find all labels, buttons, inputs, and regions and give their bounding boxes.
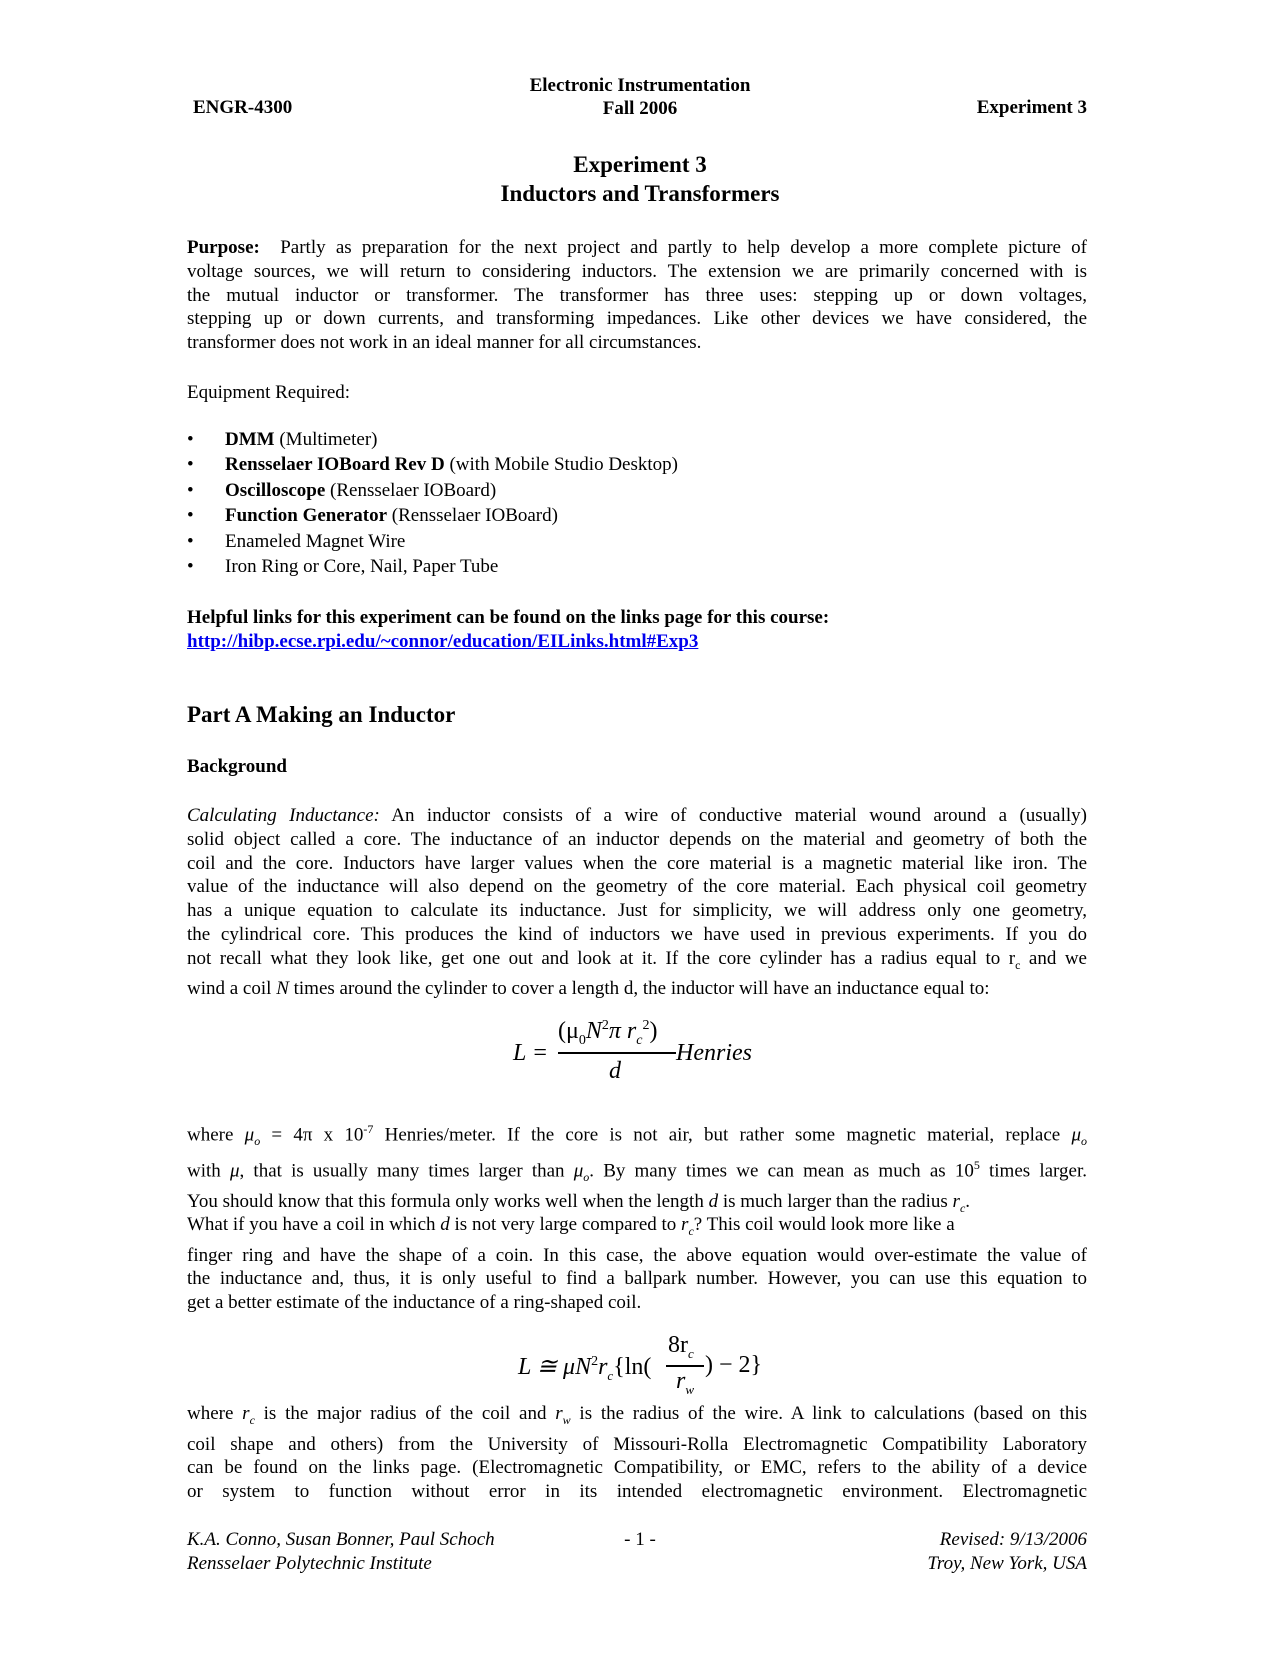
list-item: • Oscilloscope (Rensselaer IOBoard) — [187, 479, 497, 501]
list-item: • Function Generator (Rensselaer IOBoard) — [187, 505, 558, 527]
header-term: Fall 2006 — [602, 98, 678, 119]
permeability-paragraph: where $\mu_o = 4\pi$ x $10^{-7}$ Henries/meter. If the core is not air, but rather some magnetic material, replace $\mu_o$ with μ, that is usually many times larger than $\mu_o$. By many times we can mean as much as $10^5$ times larger. You should know that this formula only works well when the length d is much larger than the radius $r_c$. — [187, 1122, 1087, 1215]
fraction-bar — [666, 1365, 704, 1367]
page-title: Experiment 3 — [573, 152, 707, 177]
ring-coil-paragraph: What if you have a coil in which d is not very large compared to $r_c$? This coil would look more like a finger ring and have the shape of a coin. In this case, the above equation would over-estimate the value of the inductance and, thus, it is only useful to find a ballpark number. However, you can use this equation to get a better estimate of the inductance of a ring-shaped coil. — [187, 1214, 1087, 1314]
footer-right — [927, 1528, 1087, 1576]
purpose-label: Purpose: — [187, 237, 260, 258]
list-item: • Iron Ring or Core, Nail, Paper Tube — [187, 555, 499, 577]
footer-location: Troy, New York, USA — [927, 1553, 1087, 1574]
part-a-heading: Part A Making an Inductor — [187, 702, 456, 727]
page-number: - 1 - — [624, 1529, 656, 1550]
list-item: • Rensselaer IOBoard Rev D (with Mobile Studio Desktop) — [187, 454, 678, 476]
course-code: ENGR-4300 — [193, 97, 293, 118]
footer-institute: Rensselaer Polytechnic Institute — [187, 1553, 432, 1574]
purpose-paragraph: Purpose: Partly as preparation for the next project and partly to help develop a more complete picture of voltage sources, we will return to considering inductors. The extension we are primarily concerned with is the mutual inductor or transformer. The transformer has three uses: stepping up or down voltages, stepping up or down currents, and transforming impedances. Like other devices we have considered, the transformer does not work in an ideal manner for all circumstances. — [187, 237, 1088, 354]
links-text: Helpful links for this experiment can be found on the links page for this course: — [187, 607, 830, 628]
background-heading: Background — [187, 756, 287, 777]
equipment-heading: Equipment Required: — [187, 382, 351, 403]
course-links-url[interactable]: http://hibp.ecse.rpi.edu/~connor/education/EILinks.html#Exp3 — [187, 631, 699, 652]
header-experiment: Experiment 3 — [976, 97, 1087, 118]
fraction-bar — [558, 1052, 676, 1054]
document-page: ENGR-4300 Electronic Instrumentation Fall 2006 Experiment 3 Experiment 3 Inductors and Transformers Purpose: Partly as preparation for the next project and partly to help develop a more complete picture of voltage sources, we will return to considering inductors. The extension we are primarily concerned with is the mutual inductor or transformer. The transformer has three uses: stepping up or down voltages, stepping up or down currents, and transforming impedances. Like other devices we have considered, the transformer does not work in an ideal manner for all circumstances. Equipment Required: • DMM (Multimeter) • Rensselaer IOBoard Rev D (with Mobile Studio Desktop) • Oscilloscope (Rensselaer IOBoard) • Function Generator (Rensselaer IOBoard) • Enameled Magnet Wire • Iron Ring or Core, Nail, Paper Tube Helpful links for this experiment can be found on the links page for this course: http://hibp.ecse.rpi.edu/~connor/education/EILinks.html#Exp3 Part A Making an Inductor Background Calculating Inductance: An inductor consists of a wire of conductive material wound around a (usually) solid object called a core. The inductance of an inductor depends on the material and geometry of both the coil and the core. Inductors have larger values when the core material is a magnetic material like iron. The value of the inductance will also depend on the geometry of the core material. Each physical coil geometry has a unique equation to calculate its inductance. Just for simplicity, we will address only one geometry, the cylindrical core. This produces the kind of inductors we have used in previous experiments. If you do not recall what they look like, get one out and look at it. If the core cylinder has a radius equal to $r_c$ and we wind a coil N times around the cylinder to cover a length d, the inductor will have an inductance equal to: L = ($\mu_0N^2\pi$ $r_c^2$) d Henries where $\mu_o = 4\pi$ x $10^{-7}$ Henries/meter. If the core is not air, but rather some magnetic material, replace $\mu_o$ with μ, that is usually many times larger than $\mu_o$. By many times we can mean as much as $10^5$ times larger. You should know that this formula only works well when the length d is much larger than the radius $r_c$. What if you have a coil in which d is not very large compared to $r_c$? This coil would look more like a finger ring and have the shape of a coin. In this case, the above equation would over-estimate the value of the inductance and, thus, it is only useful to find a ballpark number. However, you can use this equation to get a better estimate of the inductance of a ring-shaped coil. L ≅ $\mu N^2r_c\{\ln$( $8r_c$ $r_w$ ) − 2} where $r_c$ is the major radius of the coil and $r_w$ is the radius of the wire. A link to calculations (based on this coil shape and others) from the University of Missouri-Rolla Electromagnetic Compatibility Laboratory can be found on the links page. (Electromagnetic Compatibility, or EMC, refers to the ability of a device or system to function without error in its intended electromagnetic environment. Electromagnetic K.A. Conno, Susan Bonner, Paul Schoch Rensselaer Polytechnic Institute - 1 - Revised: 9/13/2006 Troy, New York, USA — [0, 0, 1280, 1656]
footer-authors: K.A. Conno, Susan Bonner, Paul Schoch — [187, 1529, 495, 1550]
header-course-title: Electronic Instrumentation — [529, 75, 751, 96]
footer-revised: Revised: 9/13/2006 — [939, 1529, 1087, 1550]
list-item: • Enameled Magnet Wire — [187, 530, 406, 552]
equipment-list — [187, 427, 678, 579]
emc-paragraph: where $r_c$ is the major radius of the coil and $r_w$ is the radius of the wire. A link to calculations (based on this coil shape and others) from the University of Missouri-Rolla Electromagnetic Compatibility Laboratory can be found on the links page. (Electromagnetic Compatibility, or EMC, refers to the ability of a device or system to function without error in its intended electromagnetic environment. Electromagnetic — [187, 1403, 1088, 1503]
page-subtitle: Inductors and Transformers — [500, 181, 780, 206]
list-item: • DMM (Multimeter) — [187, 429, 378, 450]
calculating-inductance-paragraph: Calculating Inductance: An inductor consists of a wire of conductive material wound around a (usually) solid object called a core. The inductance of an inductor depends on the material and geometry of both the coil and the core. Inductors have larger values when the core material is a magnetic material like iron. The value of the inductance will also depend on the geometry of the core material. Each physical coil geometry has a unique equation to calculate its inductance. Just for simplicity, we will address only one geometry, the cylindrical core. This produces the kind of inductors we have used in previous experiments. If you do not recall what they look like, get one out and look at it. If the core cylinder has a radius equal to $r_c$ and we wind a coil N times around the cylinder to cover a length d, the inductor will have an inductance equal to: — [187, 805, 1087, 1000]
